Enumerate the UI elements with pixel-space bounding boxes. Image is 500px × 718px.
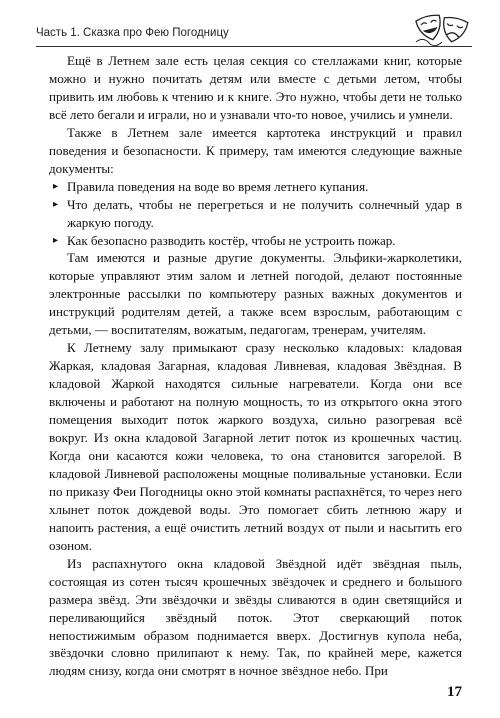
running-header (36, 18, 472, 46)
header-divider (36, 46, 472, 47)
paragraph: Также в Летнем зале имеется картотека инструкций и правил поведения и безопасности. К примеру, там имеются следующие важные документы: (49, 124, 462, 176)
paragraph: Из распахнутого окна кладовой Звёздной идёт звёздная пыль, состоящая из сотен тысяч крошечных звёздочек и среднего и большого размера звёзд. Эти звёздочки и звёзды сливаются в один светящийся и переливающийся звёздный поток. Этот сверкающий поток непостижимым образом поднимается вверх. Достигнув купола неба, звёздочки словно прилипают к нему. Так, по крайней мере, кажется людям снизу, когда они смотрят в ночное звёздное небо. При (49, 555, 462, 679)
list-item (49, 232, 462, 250)
page-number: 17 (447, 684, 462, 700)
list-item (49, 196, 462, 232)
bullet-icon: ▸ (53, 198, 59, 210)
bullet-icon: ▸ (53, 180, 59, 192)
list-item-text: Как безопасно разводить костёр, чтобы не устроить пожар. (67, 232, 396, 248)
running-title: Часть 1. Сказка про Фею Погодницу (36, 27, 229, 39)
document-list (49, 178, 462, 250)
list-item-text: Что делать, чтобы не перегреться и не получить солнечный удар в жаркую погоду. (67, 196, 462, 230)
list-item (49, 178, 462, 196)
paragraph: К Летнему залу примыкают сразу несколько кладовых: кладовая Жаркая, кладовая Загарная, кладовая Ливневая, кладовая Звёздная. В кладовой Жаркой находятся сильные нагреватели. Когда они все включены и работают на полную мощность, то из открытого окна этого помещения выходит поток жаркого воздуха, сильно разогревая всё вокруг. Из окна кладовой Загарной летит поток из крошечных частиц. Когда они касаются кожи человека, то она становится загорелой. В кладовой Ливневой расположены мощные поливальные установки. Если по приказу Феи Погодницы окно этой комнаты распахнётся, то через него хлынет поток дождевой воды. Это помогает сбить летнюю жару и напоить растения, а ещё очистить летний воздух от пыли и насытить его озоном. (49, 340, 462, 553)
paragraph: Ещё в Летнем зале есть целая секция со стеллажами книг, которые можно и нужно почитать детям или вместе с детьми летом, чтобы привить им любовь к чтению и к книге. Это нужно, чтобы дети не только всё лето бегали и играли, но и узнавали что-то новое, учились и умнели. (49, 53, 462, 122)
body-text (49, 52, 462, 680)
paragraph: Там имеются и разные другие документы. Эльфики-жарколетики, которые управляют этим залом и летней погодой, делают постоянные электронные рассылки по компьютеру разных важных документов и инструкций родителям детей, а также всем взрослым, работающим с детьми, — воспитателям, вожатым, педагогам, тренерам, учителям. (49, 250, 462, 338)
bullet-icon: ▸ (53, 234, 59, 246)
comedy-mask-icon (415, 13, 444, 42)
tragedy-mask-icon (440, 16, 468, 44)
theatre-masks-icon (412, 12, 472, 48)
list-item-text: Правила поведения на воде во время летнего купания. (67, 178, 369, 194)
